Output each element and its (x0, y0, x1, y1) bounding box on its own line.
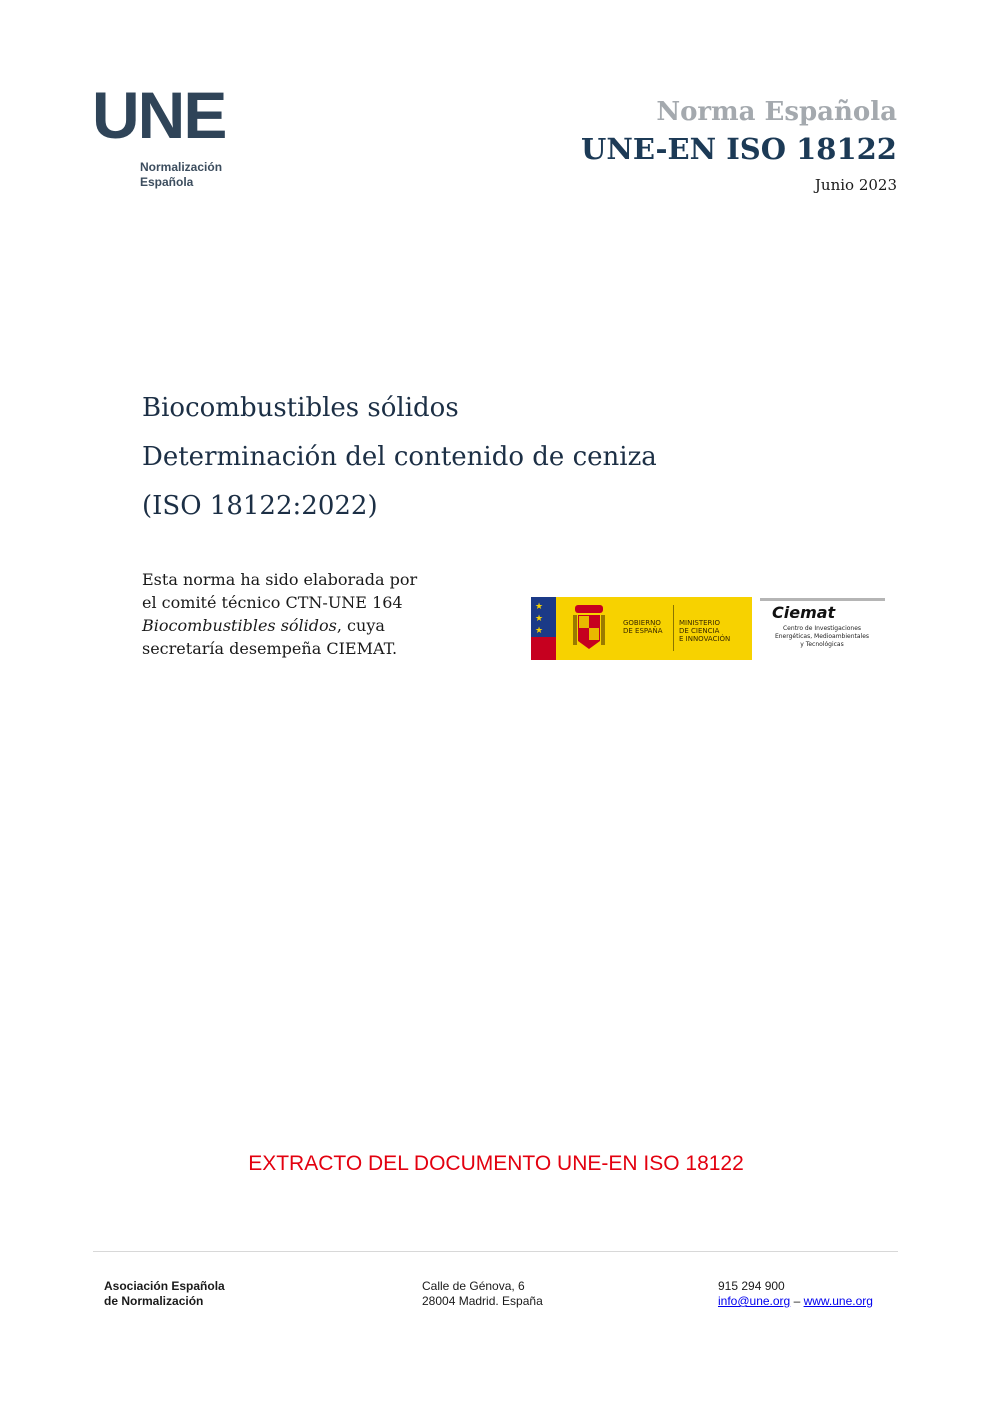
footer-phone: 915 294 900 (718, 1279, 785, 1293)
une-logo (92, 78, 242, 198)
title-line-1: Biocombustibles sólidos (142, 393, 459, 423)
title-line-3: (ISO 18122:2022) (142, 491, 378, 521)
gob-line-1: GOBIERNO (623, 619, 661, 627)
title-line-2: Determinación del contenido de ceniza (142, 442, 657, 472)
committee-statement (142, 568, 462, 660)
footer-organization (104, 1279, 225, 1309)
website-link[interactable]: www.une.org (803, 1294, 873, 1308)
ciemat-sub-3: y Tecnológicas (800, 641, 844, 648)
banner-divider (673, 605, 674, 651)
government-label (623, 619, 663, 635)
committee-line-2: el comité técnico CTN-UNE 164 (142, 593, 403, 612)
footer-addr-line-2: 28004 Madrid. España (422, 1294, 543, 1308)
committee-line-4: secretaría desempeña CIEMAT. (142, 639, 398, 658)
une-tagline-line2: Española (140, 175, 194, 189)
standard-type-label: Norma Española (656, 97, 897, 127)
une-wordmark: UNE (92, 78, 226, 152)
footer-divider (93, 1251, 898, 1252)
committee-line-3 (142, 614, 462, 637)
footer-contact (718, 1279, 873, 1309)
extract-notice: EXTRACTO DEL DOCUMENTO UNE-EN ISO 18122 (248, 1152, 744, 1175)
ciemat-logo (752, 597, 885, 660)
ciemat-rule (760, 598, 885, 601)
standard-code: UNE-EN ISO 18122 (581, 132, 897, 166)
institution-banner (531, 597, 885, 660)
committee-line-1: Esta norma ha sido elaborada por (142, 570, 418, 589)
footer-org-line-1: Asociación Española (104, 1279, 225, 1293)
email-link[interactable]: info@une.org (718, 1294, 791, 1308)
ciemat-sub-1: Centro de Investigaciones (782, 625, 862, 632)
document-title (142, 384, 657, 531)
coat-of-arms-icon (571, 603, 607, 651)
une-tagline-line1: Normalización (140, 160, 223, 174)
ciemat-sub-2: Energéticas, Medioambientales (774, 633, 870, 640)
standard-header (581, 96, 897, 194)
min-line-1: MINISTERIO (679, 619, 720, 627)
min-line-3: E INNOVACIÓN (679, 635, 731, 643)
ministry-label (679, 619, 730, 643)
committee-line-3-rest: , cuya (336, 616, 385, 635)
eu-stars-icon: ★ ★ ★ (535, 602, 544, 636)
footer-address (422, 1279, 543, 1309)
ciemat-subtitle (764, 625, 880, 649)
publication-date: Junio 2023 (814, 176, 897, 194)
link-separator: – (790, 1294, 804, 1308)
une-tagline (140, 160, 222, 190)
footer-addr-line-1: Calle de Génova, 6 (422, 1279, 525, 1293)
footer-org-line-2: de Normalización (104, 1294, 204, 1308)
min-line-2: DE CIENCIA (679, 627, 720, 635)
ciemat-name: Ciemat (772, 603, 836, 622)
footer-links (718, 1294, 873, 1309)
committee-name: Biocombustibles sólidos (142, 616, 337, 635)
gob-line-2: DE ESPAÑA (623, 627, 663, 635)
